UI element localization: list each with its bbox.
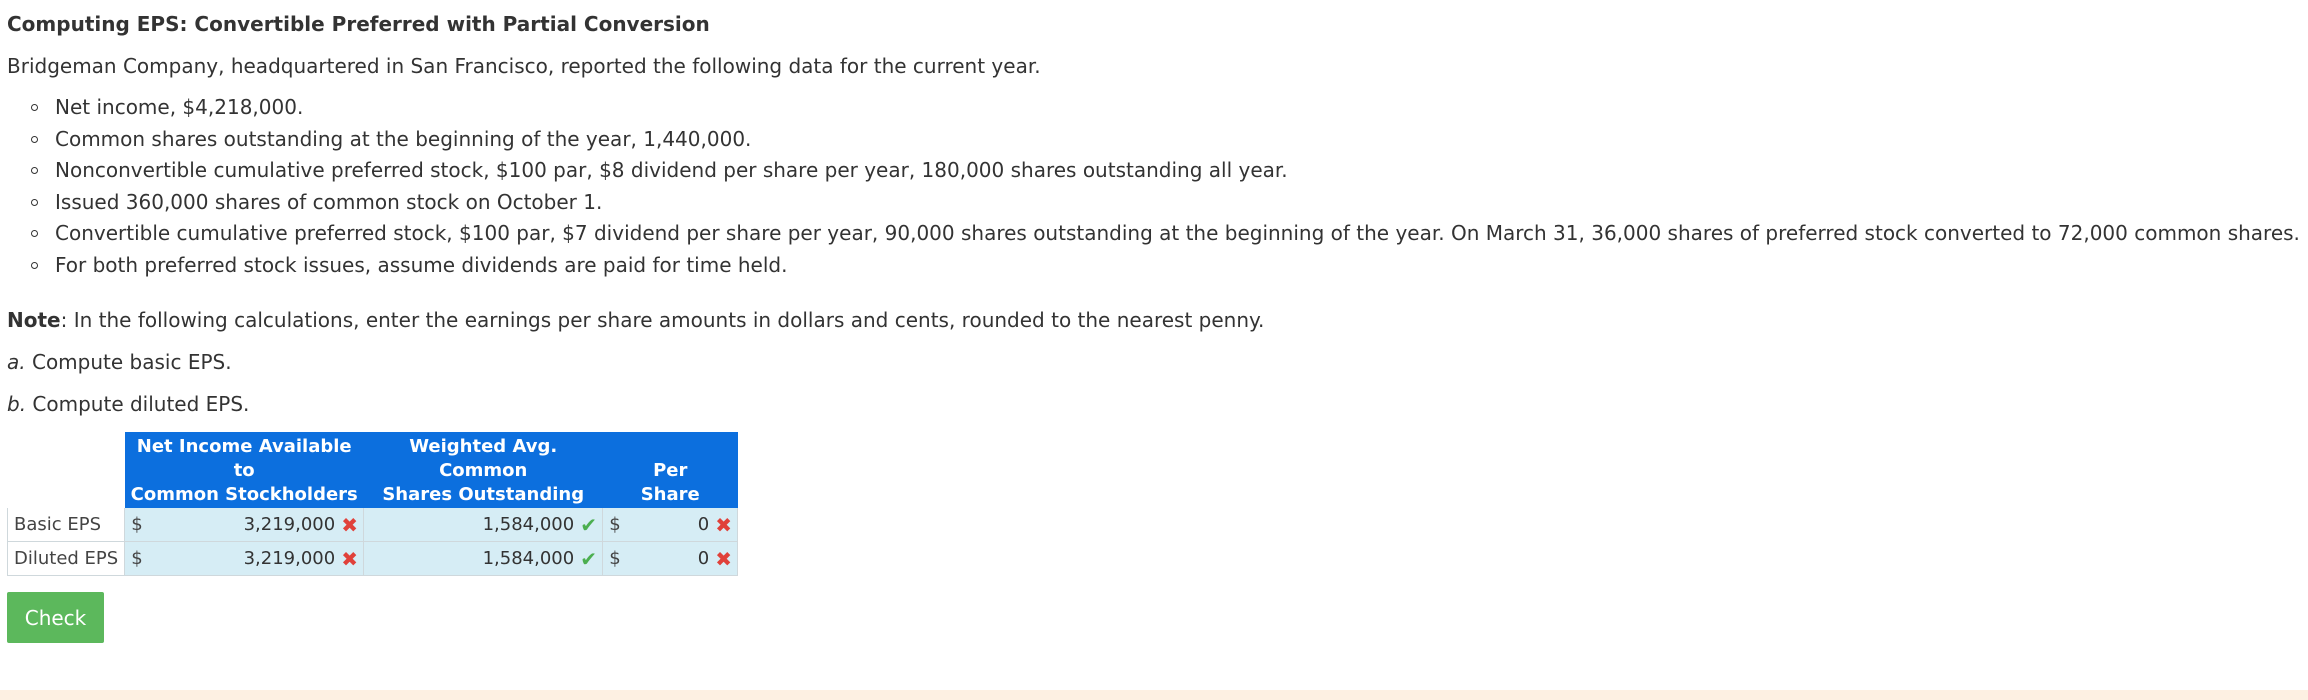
list-item: Issued 360,000 shares of common stock on October 1. — [7, 187, 2300, 219]
circle-bullet-icon — [31, 199, 38, 206]
list-item: For both preferred stock issues, assume dividends are paid for time held. — [7, 250, 2300, 282]
basic-weighted-shares-value[interactable]: 1,584,000 — [482, 514, 575, 535]
footer-band — [0, 690, 2308, 700]
incorrect-x-icon: ✖ — [715, 546, 732, 571]
row-label-basic-eps: Basic EPS — [8, 508, 125, 542]
circle-bullet-icon — [31, 262, 38, 269]
part-b-instruction: b. Compute diluted EPS. — [7, 392, 250, 416]
basic-per-share-value[interactable]: 0 — [697, 514, 710, 535]
diluted-weighted-shares-value[interactable]: 1,584,000 — [482, 548, 575, 569]
circle-bullet-icon — [31, 167, 38, 174]
note-label: Note — [7, 308, 61, 332]
dollar-sign: $ — [131, 514, 143, 535]
eps-table — [7, 432, 738, 576]
diluted-weighted-shares-input[interactable] — [364, 542, 603, 576]
list-item: Net income, $4,218,000. — [7, 92, 2300, 124]
table-row — [8, 542, 738, 576]
header-weighted-shares: Weighted Avg. Common Shares Outstanding — [364, 433, 603, 508]
basic-net-income-input[interactable] — [125, 508, 364, 542]
table-row — [8, 508, 738, 542]
list-item: Convertible cumulative preferred stock, $100 par, $7 dividend per share per year, 90,000 shares outstanding at the beginning of the year. On March 31, 36,000 shares of preferred stock converted to 72,000 common shares. — [7, 218, 2300, 250]
header-net-income: Net Income Available to Common Stockholders — [125, 433, 364, 508]
dollar-sign: $ — [609, 514, 621, 535]
correct-check-icon: ✔ — [580, 512, 597, 537]
basic-weighted-shares-input[interactable] — [364, 508, 603, 542]
problem-intro: Bridgeman Company, headquartered in San Francisco, reported the following data for the current year. — [7, 54, 1041, 78]
incorrect-x-icon: ✖ — [715, 512, 732, 537]
problem-title: Computing EPS: Convertible Preferred with Partial Conversion — [7, 12, 710, 36]
diluted-net-income-value[interactable]: 3,219,000 — [243, 548, 336, 569]
diluted-per-share-input[interactable] — [603, 542, 738, 576]
incorrect-x-icon: ✖ — [341, 546, 358, 571]
correct-check-icon: ✔ — [580, 546, 597, 571]
basic-net-income-value[interactable]: 3,219,000 — [243, 514, 336, 535]
circle-bullet-icon — [31, 230, 38, 237]
incorrect-x-icon: ✖ — [341, 512, 358, 537]
diluted-net-income-input[interactable] — [125, 542, 364, 576]
basic-per-share-input[interactable] — [603, 508, 738, 542]
check-button[interactable]: Check — [7, 592, 104, 643]
dollar-sign: $ — [131, 548, 143, 569]
dollar-sign: $ — [609, 548, 621, 569]
note-text: Note: In the following calculations, enter the earnings per share amounts in dollars and cents, rounded to the nearest penny. — [7, 308, 1265, 332]
row-label-diluted-eps: Diluted EPS — [8, 542, 125, 576]
list-item: Common shares outstanding at the beginning of the year, 1,440,000. — [7, 124, 2300, 156]
diluted-per-share-value[interactable]: 0 — [697, 548, 710, 569]
table-header-row — [8, 433, 738, 508]
header-empty — [8, 433, 125, 508]
header-per-share: Per Share — [603, 433, 738, 508]
part-a-instruction: a. Compute basic EPS. — [7, 350, 232, 374]
circle-bullet-icon — [31, 104, 38, 111]
list-item: Nonconvertible cumulative preferred stock, $100 par, $8 dividend per share per year, 180,000 shares outstanding all year. — [7, 155, 2300, 187]
circle-bullet-icon — [31, 136, 38, 143]
data-list — [7, 92, 2300, 282]
